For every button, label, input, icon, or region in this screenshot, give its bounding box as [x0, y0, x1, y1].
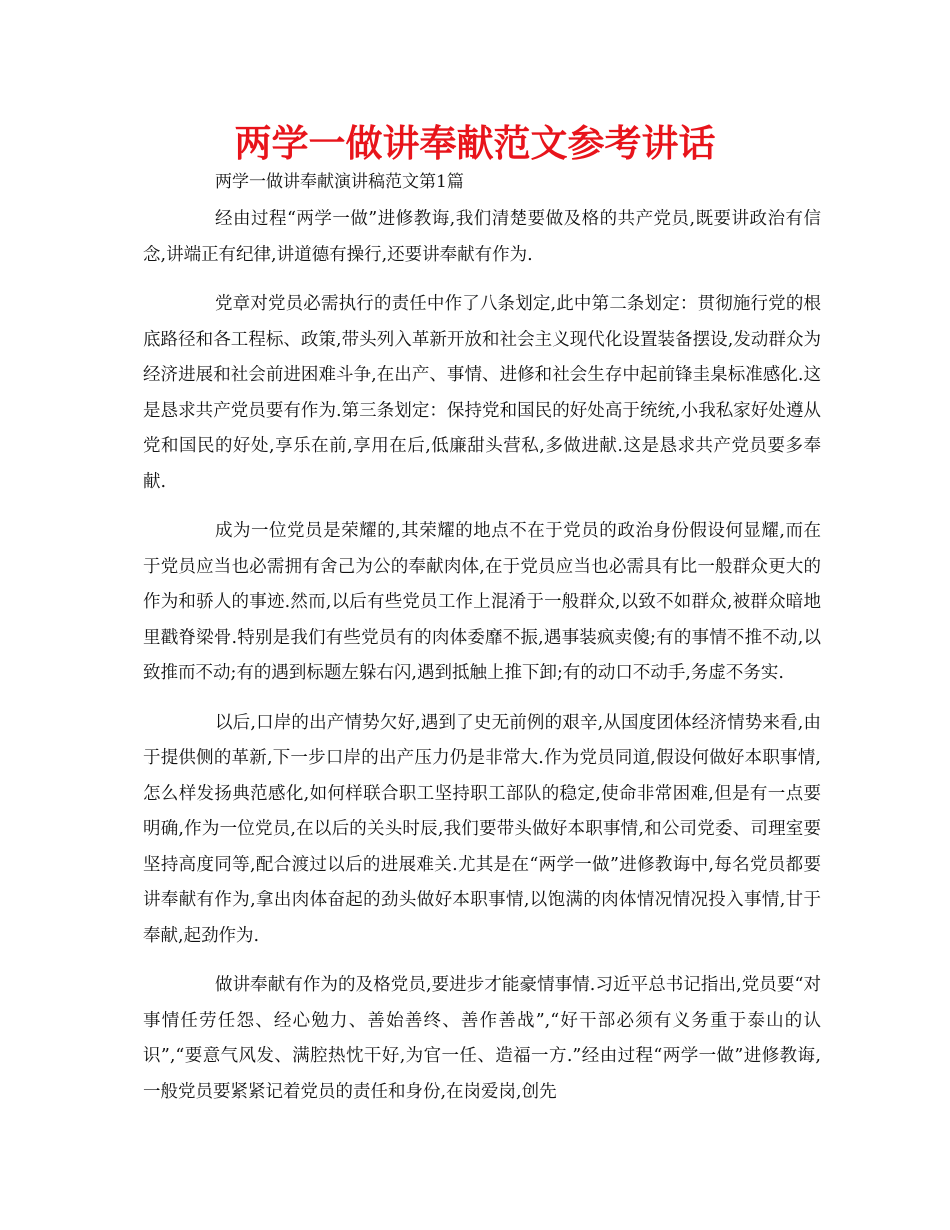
document-title: 两学一做讲奉献范文参考讲话	[234, 122, 716, 165]
paragraph-1: 经由过程“两学一做”进修教诲,我们清楚要做及格的共产党员,既要讲政治有信念,讲端正有纪律,讲道德有操行,还要讲奉献有作为.	[143, 209, 821, 265]
paragraph-3: 成为一位党员是荣耀的,其荣耀的地点不在于党员的政治身份假设何显耀,而在于党员应当也必需拥有舍己为公的奉献肉体,在于党员应当也必需具有比一般群众更大的作为和骄人的事迹.然而,以后有些党员工作上混淆于一般群众,以致不如群众,被群众暗地里戳脊梁骨.特别是我们有些党员有的肉体委靡不振,遇事装疯卖傻;有的事情不推不动,以致推而不动;有的遇到标题左躲右闪,遇到抵触上推下卸;有的动口不动手,务虚不务实.	[143, 521, 821, 683]
paragraph-4: 以后,口岸的出产情势欠好,遇到了史无前例的艰辛,从国度团体经济情势来看,由于提供侧的革新,下一步口岸的出产压力仍是非常大.作为党员同道,假设何做好本职事情,怎么样发扬典范感化,如何样联合职工坚持职工部队的稳定,使命非常困难,但是有一点要明确,作为一位党员,在以后的关头时辰,我们要带头做好本职事情,和公司党委、司理室要坚持高度同等,配合渡过以后的进展难关.尤其是在“两学一做”进修教诲中,每名党员都要讲奉献有作为,拿出肉体奋起的劲头做好本职事情,以饱满的肉体情况情况投入事情,甘于奉献,起劲作为.	[143, 712, 821, 946]
paragraph-2: 党章对党员必需执行的责任中作了八条划定,此中第二条划定：贯彻施行党的根底路径和各工程标、政策,带头列入革新开放和社会主义现代化设置装备摆设,发动群众为经济进展和社会前进困难斗争,在出产、事情、进修和社会生存中起前锋圭臬标准感化.这是恳求共产党员要有作为.第三条划定：保持党和国民的好处高于统统,小我私家好处遵从党和国民的好处,享乐在前,享用在后,低廉甜头营私,多做进献.这是恳求共产党员要多奉献.	[143, 294, 821, 492]
paragraph-5: 做讲奉献有作为的及格党员,要进步才能豪情事情.习近平总书记指出,党员要“对事情任劳任怨、经心勉力、善始善终、善作善战”,“好干部必须有义务重于泰山的认识”,“要意气风发、满腔热忱干好,为官一任、造福一方.”经由过程“两学一做”进修教诲,一般党员要紧紧记着党员的责任和身份,在岗爱岗,创先	[143, 975, 821, 1102]
document-subtitle: 两学一做讲奉献演讲稿范文第1篇	[215, 172, 464, 192]
document-body	[143, 202, 821, 1124]
